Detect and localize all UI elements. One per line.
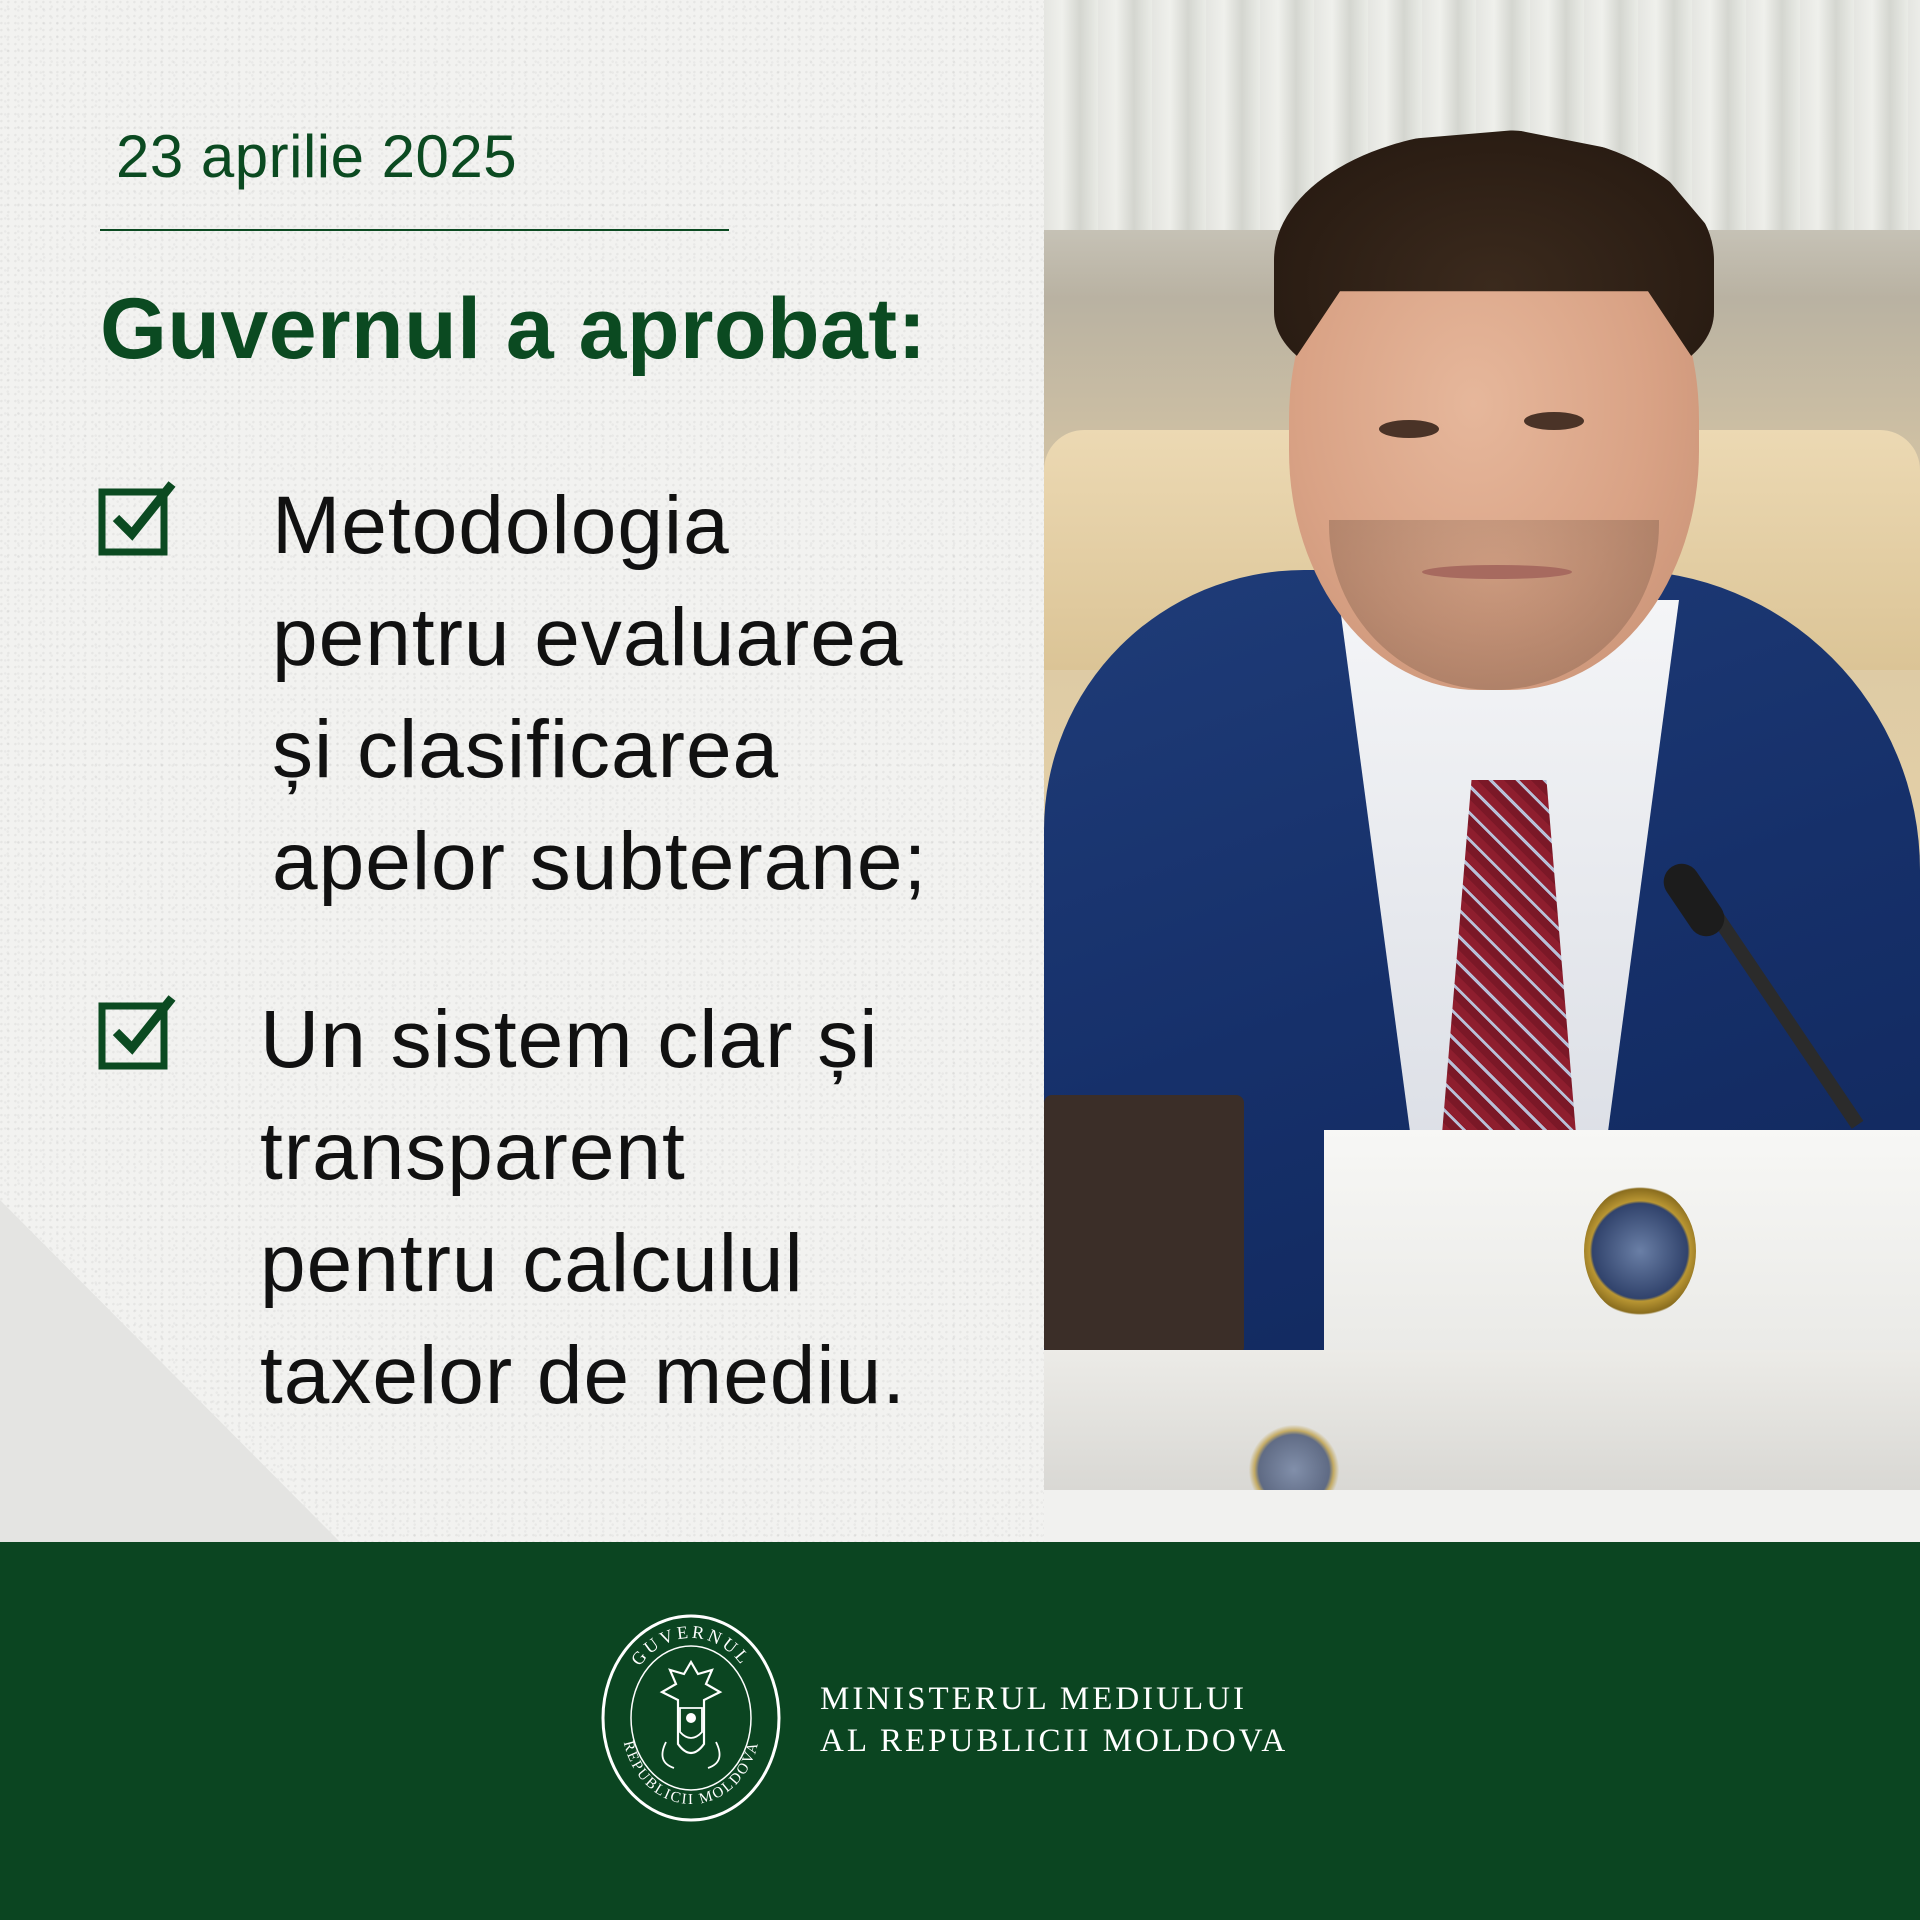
checkbox-checked-icon: [98, 992, 178, 1072]
approved-item-2-line: Un sistem clar și: [260, 994, 879, 1085]
approved-item-1-line: Metodologia: [272, 480, 730, 571]
government-seal-icon: [600, 1612, 782, 1824]
tablet: [1044, 1095, 1244, 1355]
seal-top-text: GUVERNUL: [626, 1621, 756, 1670]
minister-photo: [1044, 0, 1920, 1490]
desk: [1044, 1350, 1920, 1490]
headline: Guvernul a aprobat:: [100, 281, 927, 377]
checkbox-checked-icon: [98, 478, 178, 558]
seal-bottom-text: REPUBLICII MOLDOVA: [619, 1739, 763, 1808]
approved-item-1: [272, 470, 1032, 918]
approved-item-2-line: transparent: [260, 1106, 686, 1197]
left-eye: [1379, 420, 1439, 438]
approved-item-1-line: și clasificarea: [272, 704, 780, 795]
nameplate-emblem: [1584, 1185, 1696, 1317]
date-divider: [100, 229, 729, 231]
approved-item-2-line: taxelor de mediu.: [260, 1330, 907, 1421]
approved-item-1-line: apelor subterane;: [272, 816, 928, 907]
approved-item-1-line: pentru evaluarea: [272, 592, 904, 683]
mouth: [1422, 565, 1572, 579]
post-date: 23 aprilie 2025: [116, 123, 518, 190]
approved-item-2-line: pentru calculul: [260, 1218, 804, 1309]
ministry-name-line: AL REPUBLICII MOLDOVA: [820, 1723, 1289, 1759]
content-panel: [0, 0, 1044, 1542]
approved-item-2: [260, 984, 1040, 1432]
svg-text:REPUBLICII MOLDOVA: [620, 1739, 762, 1808]
ministry-name-line: MINISTERUL MEDIULUI: [820, 1681, 1247, 1717]
ministry-name: [820, 1678, 1288, 1762]
right-eye: [1524, 412, 1584, 430]
